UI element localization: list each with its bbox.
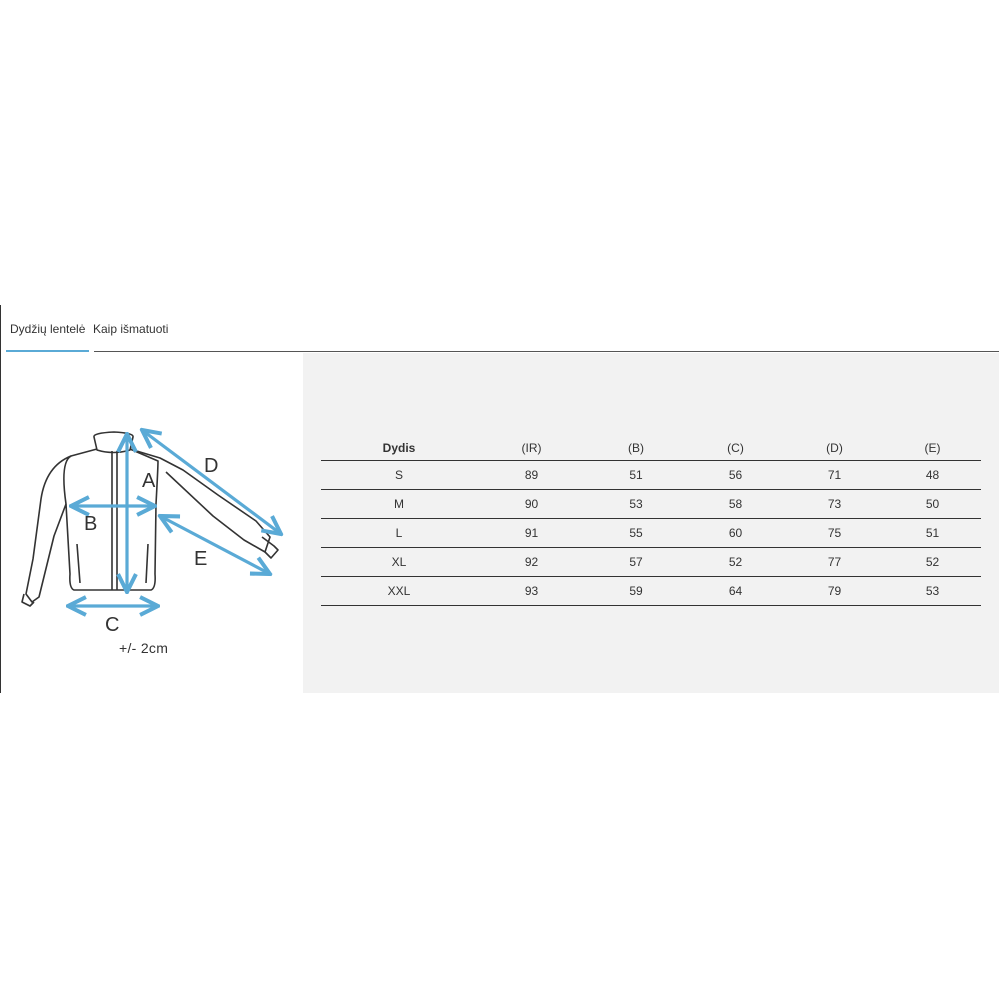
cell-value: 60 xyxy=(686,519,785,548)
jacket-measure-diagram xyxy=(8,354,303,693)
tabs-divider xyxy=(94,351,999,352)
header-d: (D) xyxy=(785,435,884,461)
cell-size: XXL xyxy=(321,577,477,606)
jacket-outline-icon xyxy=(22,432,278,606)
cell-size: M xyxy=(321,490,477,519)
label-b: B xyxy=(84,513,98,535)
cell-value: 91 xyxy=(477,519,586,548)
tab-bar xyxy=(6,314,999,352)
header-b: (B) xyxy=(586,435,686,461)
cell-value: 93 xyxy=(477,577,586,606)
cell-value: 53 xyxy=(586,490,686,519)
cell-value: 59 xyxy=(586,577,686,606)
label-c: C xyxy=(105,614,120,636)
table-row xyxy=(321,461,981,490)
cell-value: 52 xyxy=(884,548,981,577)
header-c: (C) xyxy=(686,435,785,461)
table-row xyxy=(321,577,981,606)
cell-value: 73 xyxy=(785,490,884,519)
cell-value: 89 xyxy=(477,461,586,490)
table-header-row xyxy=(321,435,981,461)
cell-size: S xyxy=(321,461,477,490)
cell-value: 53 xyxy=(884,577,981,606)
cell-value: 90 xyxy=(477,490,586,519)
cell-value: 50 xyxy=(884,490,981,519)
table-row xyxy=(321,548,981,577)
cell-value: 92 xyxy=(477,548,586,577)
table-row xyxy=(321,490,981,519)
cell-value: 79 xyxy=(785,577,884,606)
cell-value: 56 xyxy=(686,461,785,490)
active-tab-indicator xyxy=(6,350,89,352)
cell-value: 71 xyxy=(785,461,884,490)
tab-size-table[interactable]: Dydžių lentelė xyxy=(10,322,86,336)
cell-value: 75 xyxy=(785,519,884,548)
cell-value: 48 xyxy=(884,461,981,490)
table-row xyxy=(321,519,981,548)
cell-value: 77 xyxy=(785,548,884,577)
size-table-panel xyxy=(303,353,999,693)
cell-value: 55 xyxy=(586,519,686,548)
cell-value: 52 xyxy=(686,548,785,577)
label-a: A xyxy=(142,470,156,492)
header-ir: (IR) xyxy=(477,435,586,461)
cell-value: 58 xyxy=(686,490,785,519)
cell-value: 64 xyxy=(686,577,785,606)
cell-value: 57 xyxy=(586,548,686,577)
cell-size: XL xyxy=(321,548,477,577)
tolerance-note: +/- 2cm xyxy=(119,640,169,656)
header-e: (E) xyxy=(884,435,981,461)
label-e: E xyxy=(194,548,208,570)
cell-value: 51 xyxy=(884,519,981,548)
left-frame-line xyxy=(0,305,1,693)
label-d: D xyxy=(204,455,219,477)
header-size: Dydis xyxy=(321,435,477,461)
tab-how-to-measure[interactable]: Kaip išmatuoti xyxy=(93,322,169,336)
cell-value: 51 xyxy=(586,461,686,490)
size-table xyxy=(321,435,981,606)
cell-size: L xyxy=(321,519,477,548)
